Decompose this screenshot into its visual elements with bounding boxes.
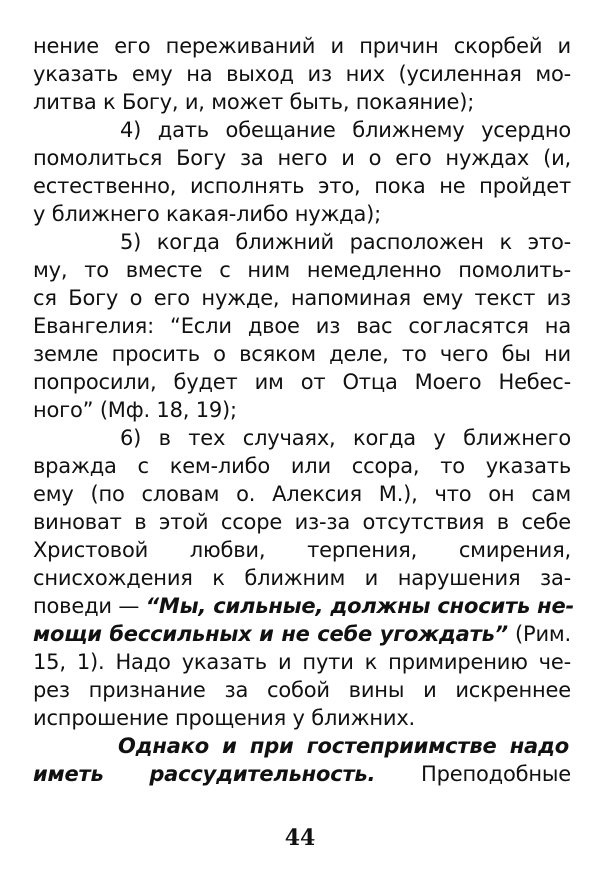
- paragraph-start-item-4: 4) дать обещание ближнему усердно: [120, 118, 571, 142]
- quote-lead-text: поведи —: [33, 594, 146, 618]
- paragraph-start-item-6: 6) в тех случаях, когда у ближнего: [120, 426, 571, 450]
- text-line: снисхождения к ближним и нарушения за-: [33, 566, 571, 590]
- quote-line: [33, 592, 575, 620]
- text-line: земле просить о всяком деле, то чего бы ни: [33, 342, 571, 366]
- text-line: помолиться Богу за него и о его нуждах (и,: [33, 146, 571, 170]
- text-line: Евангелия: “Если двое из вас согласятся на: [33, 314, 571, 338]
- scripture-reference: (Рим.: [508, 622, 572, 646]
- text-line: у ближнего какая-либо нужда);: [33, 202, 382, 226]
- text-line: указать ему на выход из них (усиленная мо-: [33, 62, 571, 86]
- emphasis-line: [33, 760, 571, 788]
- text-line: ему (по словам о. Алексия М.), что он сам: [33, 482, 571, 506]
- text-line: естественно, исполнять это, пока не пройдет: [33, 174, 571, 198]
- text-line: нение его переживаний и причин скорбей и: [33, 34, 571, 58]
- emphasis-word: иметь: [33, 762, 104, 786]
- text-line: 15, 1). Надо указать и пути к примирению че-: [33, 650, 571, 674]
- text-line: му, то вместе с ним немедленно помолить-: [33, 258, 571, 282]
- quote-line: [33, 620, 571, 648]
- text-line: рез признание за собой вины и искреннее: [33, 678, 571, 702]
- text-line: ся Богу о его нужде, напоминая ему текст из: [33, 286, 571, 310]
- text-line: испрошение прощения у ближних.: [33, 706, 416, 730]
- text-line: Христовой любви, терпения, смирения,: [33, 538, 571, 562]
- text-word: Преподобные: [421, 762, 571, 786]
- text-line: попросили, будет им от Отца Моего Небес-: [33, 370, 571, 394]
- scripture-quote: мощи бессильных и не себе угождать”: [33, 622, 508, 646]
- page-number: 44: [284, 825, 316, 851]
- text-line: ного” (Мф. 18, 19);: [33, 398, 237, 422]
- emphasis-word: рассудительность.: [149, 762, 376, 786]
- emphasis-paragraph-start: Однако и при гостеприимстве надо: [118, 734, 569, 758]
- text-line: литва к Богу, и, может быть, покаяние);: [33, 90, 475, 114]
- text-line: виноват в этой ссоре из-за отсутствия в себе: [33, 510, 571, 534]
- scripture-quote: “Мы, сильные, должны сносить не-: [145, 594, 575, 618]
- paragraph-start-item-5: 5) когда ближний расположен к это-: [120, 230, 571, 254]
- text-line: вражда с кем-либо или ссора, то указать: [33, 454, 571, 478]
